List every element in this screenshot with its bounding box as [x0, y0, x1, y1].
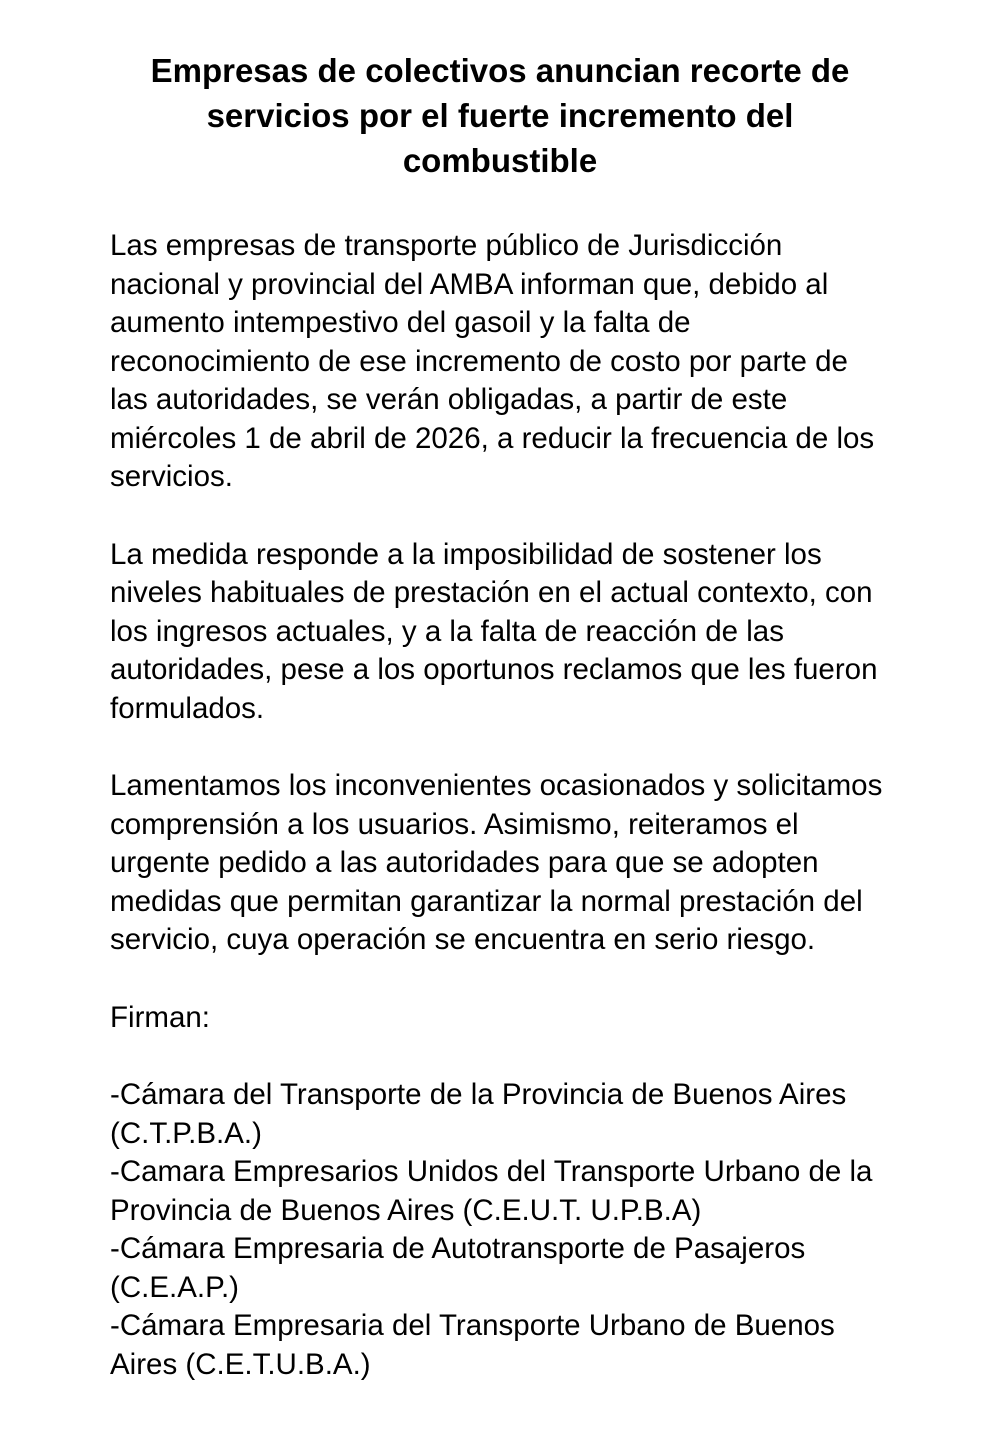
signatories-list [110, 1076, 890, 1384]
signatory-item: -Cámara del Transporte de la Provincia de Buenos Aires (C.T.P.B.A.) [110, 1078, 847, 1150]
signatory-item: -Cámara Empresaria del Transporte Urbano de Buenos Aires (C.E.T.U.B.A.) [110, 1309, 835, 1381]
page-title: Empresas de colectivos anuncian recorte de servicios por el fuerte incremento del combustible [150, 52, 850, 179]
signatory-item: -Camara Empresarios Unidos del Transporte Urbano de la Provincia de Buenos Aires (C.E.U.T. U.P.B.A) [110, 1155, 873, 1227]
body-paragraph: Lamentamos los inconvenientes ocasionados y solicitamos comprensión a los usuarios. Asimismo, reiteramos el urgente pedido a las autoridades para que se adopten medidas que permitan garantizar la normal prestación del servicio, cuya operación se encuentra en serio riesgo. [110, 769, 883, 956]
body-paragraph: Las empresas de transporte público de Jurisdicción nacional y provincial del AMBA informan que, debido al aumento intempestivo del gasoil y la falta de reconocimiento de ese incremento de costo por parte de las autoridades, se verán obligadas, a partir de este miércoles 1 de abril de 2026, a reducir la frecuencia de los servicios. [110, 229, 875, 493]
signatories-label: Firman: [110, 1000, 210, 1034]
body-paragraph: La medida responde a la imposibilidad de sostener los niveles habituales de prestación en el actual contexto, con los ingresos actuales, y a la falta de reacción de las autoridades, pese a los oportunos reclamos que les fueron formulados. [110, 537, 878, 725]
signatory-item: -Cámara Empresaria de Autotransporte de Pasajeros (C.E.A.P.) [110, 1232, 806, 1304]
